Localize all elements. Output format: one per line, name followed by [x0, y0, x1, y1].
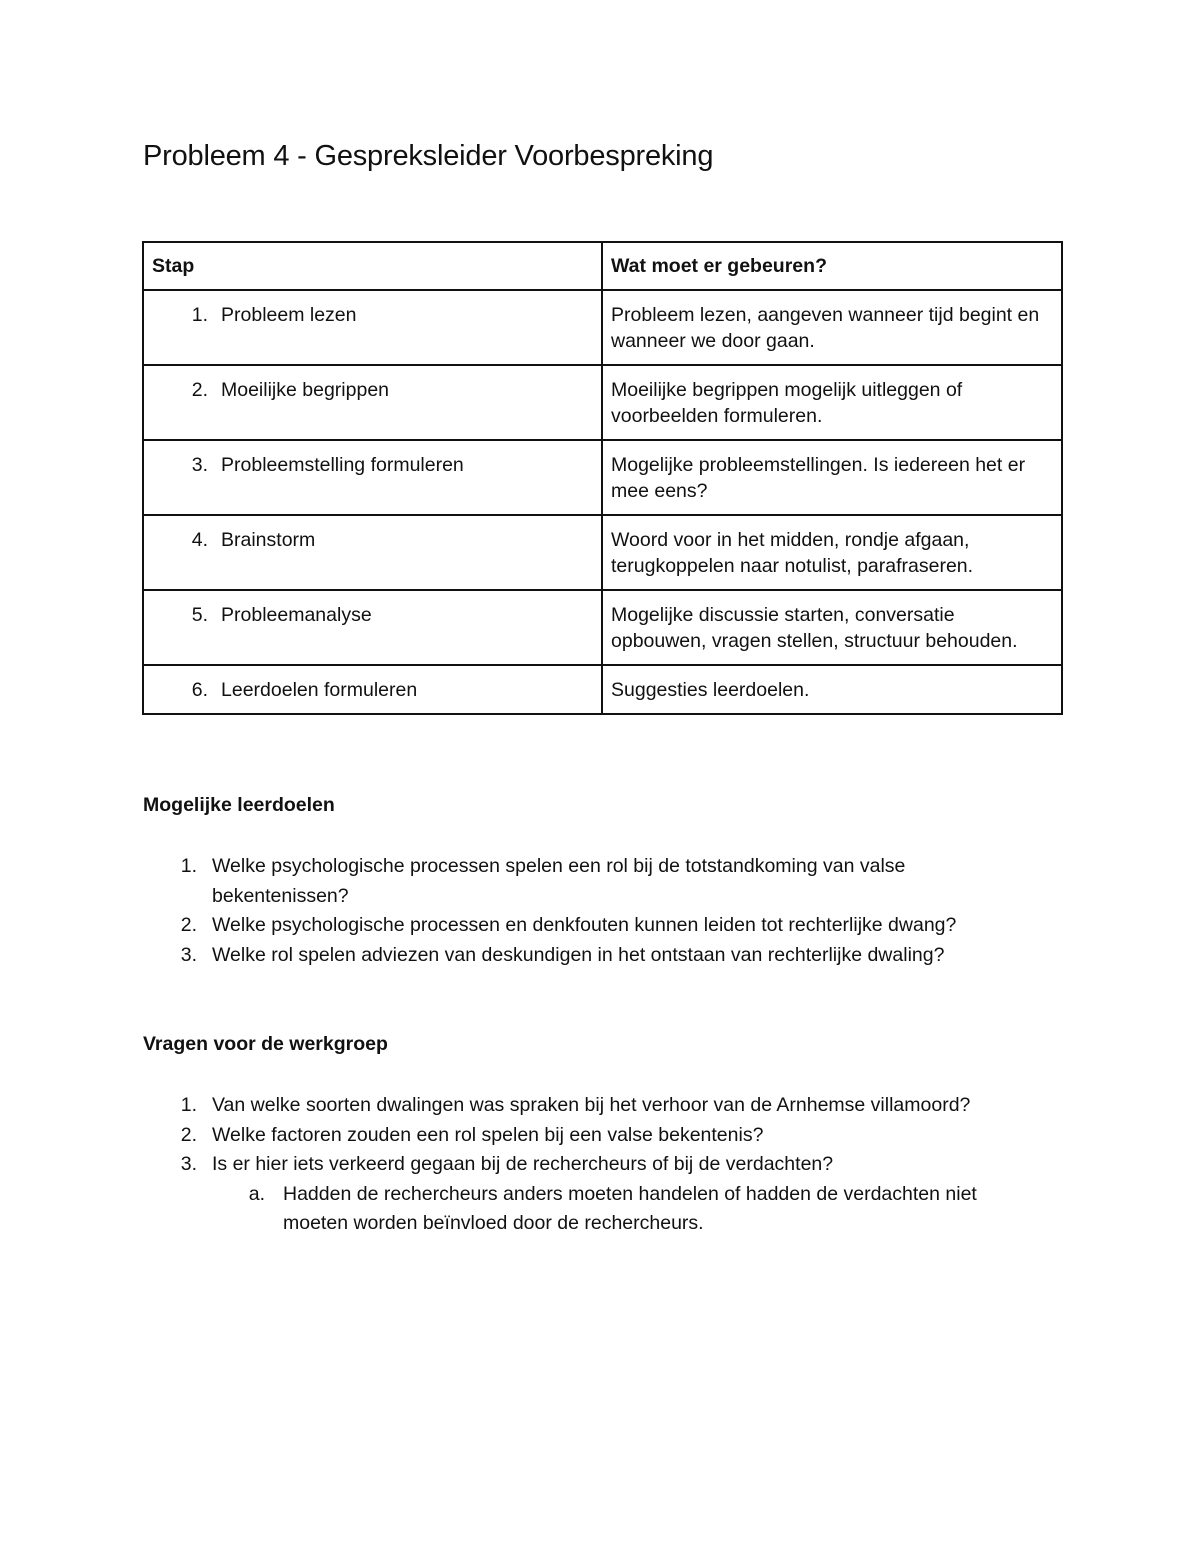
- step-number: 3.: [191, 454, 208, 476]
- list-number: 2.: [180, 1123, 197, 1146]
- sub-list-letter: a.: [248, 1182, 265, 1205]
- list-text: Is er hier iets verkeerd gegaan bij de rechercheurs of bij de verdachten?: [212, 1153, 834, 1175]
- step-label: Moeilijke begrippen: [221, 379, 390, 401]
- description-cell: Probleem lezen, aangeven wanneer tijd begint en wanneer we door gaan.: [602, 290, 1062, 365]
- page-title: Probleem 4 - Gespreksleider Voorbespreking: [143, 140, 714, 172]
- list-item: [143, 1150, 1043, 1180]
- table-row: [143, 290, 1062, 365]
- table-header-row: [143, 242, 1062, 290]
- list-text: Welke factoren zouden een rol spelen bij een valse bekentenis?: [212, 1123, 764, 1146]
- sub-list-text: Hadden de rechercheurs anders moeten handelen of hadden de verdachten niet moeten worden beïnvloed door de rechercheurs.: [283, 1182, 977, 1234]
- table-row: [143, 590, 1062, 665]
- step-label: Probleemstelling formuleren: [221, 454, 464, 476]
- step-label: Brainstorm: [221, 529, 316, 551]
- step-label: Probleemanalyse: [221, 604, 372, 626]
- list-number: 3.: [180, 1153, 197, 1175]
- description-cell: Suggesties leerdoelen.: [602, 665, 1062, 714]
- table-row: [143, 365, 1062, 440]
- vragen-list: [143, 1091, 1043, 1239]
- step-cell: [143, 590, 602, 665]
- list-item: [143, 1091, 1043, 1121]
- step-label: Leerdoelen formuleren: [221, 679, 418, 701]
- table-row: [143, 440, 1062, 515]
- step-number: 2.: [191, 379, 208, 401]
- step-label: Probleem lezen: [221, 304, 357, 326]
- description-cell: Moeilijke begrippen mogelijk uitleggen of voorbeelden formuleren.: [602, 365, 1062, 440]
- list-text: Welke rol spelen adviezen van deskundigen in het ontstaan van rechterlijke dwaling?: [212, 943, 945, 966]
- table-row: [143, 515, 1062, 590]
- description-cell: Mogelijke discussie starten, conversatie opbouwen, vragen stellen, structuur behouden.: [602, 590, 1062, 665]
- list-item: [143, 852, 1043, 911]
- leerdoelen-heading: Mogelijke leerdoelen: [143, 794, 335, 816]
- step-number: 1.: [191, 304, 208, 326]
- description-cell: Mogelijke probleemstellingen. Is iedereen het er mee eens?: [602, 440, 1062, 515]
- steps-table: [142, 241, 1063, 715]
- step-number: 5.: [191, 604, 208, 626]
- header-wat-moet-er-gebeuren: Wat moet er gebeuren?: [602, 242, 1062, 290]
- list-number: 3.: [180, 943, 197, 966]
- list-text: Welke psychologische processen spelen een rol bij de totstandkoming van valse bekentenissen?: [212, 855, 906, 907]
- list-item: [143, 1121, 1043, 1151]
- list-text: Welke psychologische processen en denkfouten kunnen leiden tot rechterlijke dwang?: [212, 914, 957, 936]
- step-number: 4.: [191, 529, 208, 551]
- leerdoelen-list: [143, 852, 1043, 970]
- step-number: 6.: [191, 679, 208, 701]
- step-cell: [143, 290, 602, 365]
- vragen-heading: Vragen voor de werkgroep: [143, 1033, 388, 1055]
- list-text: Van welke soorten dwalingen was spraken bij het verhoor van de Arnhemse villamoord?: [212, 1094, 971, 1116]
- step-cell: [143, 665, 602, 714]
- table-row: [143, 665, 1062, 714]
- list-number: 2.: [180, 914, 197, 936]
- header-stap: Stap: [143, 242, 602, 290]
- step-cell: [143, 365, 602, 440]
- list-number: 1.: [180, 855, 197, 877]
- description-cell: Woord voor in het midden, rondje afgaan, terugkoppelen naar notulist, parafraseren.: [602, 515, 1062, 590]
- list-item: [143, 941, 1043, 971]
- step-cell: [143, 515, 602, 590]
- list-number: 1.: [180, 1094, 197, 1116]
- sub-list-item: [143, 1180, 1043, 1239]
- step-cell: [143, 440, 602, 515]
- list-item: [143, 911, 1043, 941]
